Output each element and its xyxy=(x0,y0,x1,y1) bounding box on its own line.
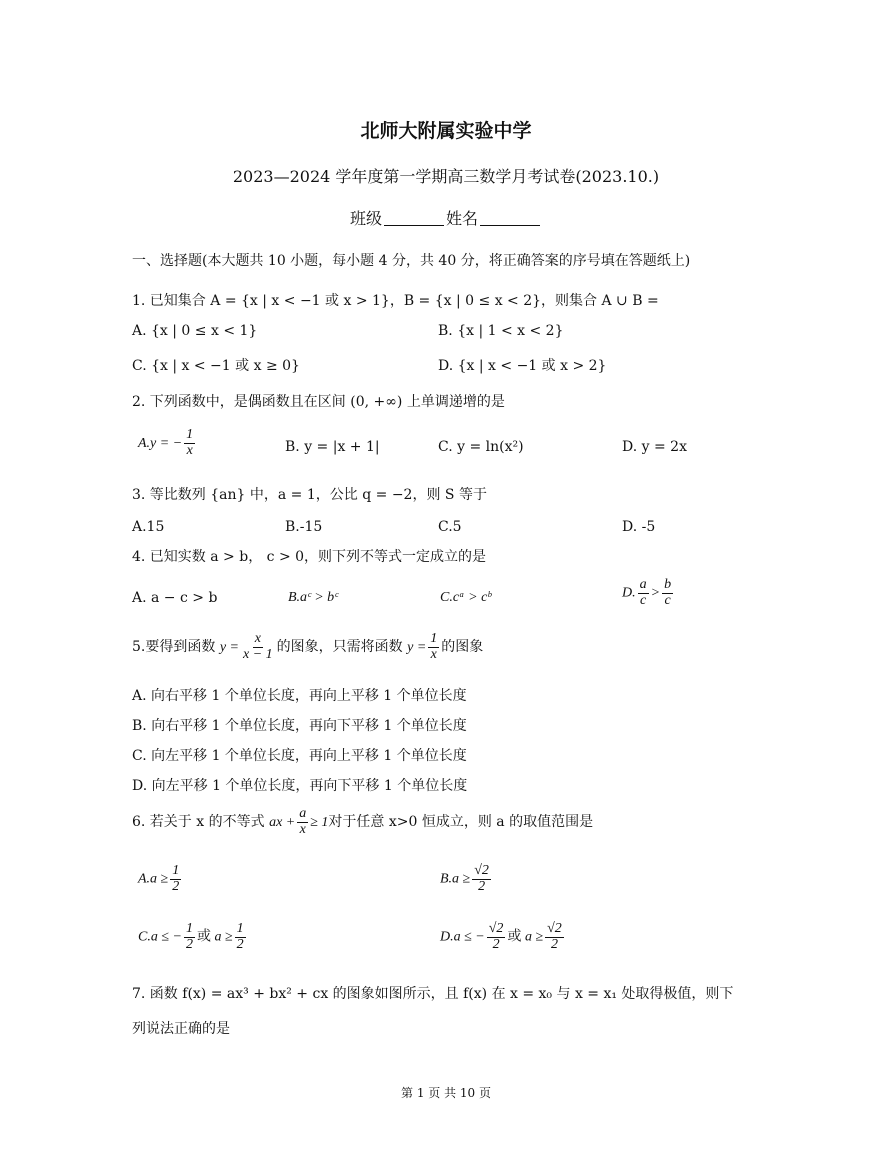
question-4-option-c: C.cᵃ > cᵇ xyxy=(440,590,492,605)
question-4-option-d: D. $\frac{a}{c}$ > $\frac{b}{c}$ xyxy=(622,577,672,608)
name-blank xyxy=(480,211,540,226)
question-2-stem: 2. 下列函数中，是偶函数且在区间 (0, +∞) 上单调递增的是 xyxy=(132,394,505,410)
question-3-option-d: D. -5 xyxy=(622,519,656,535)
question-1-option-d: D. {x | x < −1 或 x > 2} xyxy=(438,358,607,374)
question-5-option-b: B. 向右平移 1 个单位长度，再向下平移 1 个单位长度 xyxy=(132,718,467,734)
question-4-stem: 4. 已知实数 a > b， c > 0，则下列不等式一定成立的是 xyxy=(132,549,487,565)
question-2-option-c: C. y = ln(x²) xyxy=(438,439,524,455)
question-5-option-d: D. 向左平移 1 个单位长度，再向下平移 1 个单位长度 xyxy=(132,778,468,794)
question-1-option-b: B. {x | 1 < x < 2} xyxy=(438,323,564,339)
name-field-row xyxy=(0,206,892,229)
page-footer: 第 1 页 共 10 页 xyxy=(401,1086,491,1100)
question-6-option-c: C.a ≤ − $\frac{1}{2}$ 或 a ≥ $\frac{1}{2}$ xyxy=(138,921,244,952)
question-2-option-a: A.y = − $\frac{1}{x}$ xyxy=(138,427,194,458)
question-3-option-a: A.15 xyxy=(132,519,165,535)
question-6-stem: 6. 若关于 x 的不等式 ax + $\frac{a}{x}$ ≥ 1对于任意 x>0 恒成立，则 a 的取值范围是 xyxy=(132,806,594,837)
question-2-option-b: B. y = |x + 1| xyxy=(285,439,380,455)
question-5-option-c: C. 向左平移 1 个单位长度，再向上平移 1 个单位长度 xyxy=(132,748,467,764)
question-5-option-a: A. 向右平移 1 个单位长度，再向上平移 1 个单位长度 xyxy=(132,688,467,704)
class-blank xyxy=(384,211,444,226)
question-3-option-c: C.5 xyxy=(438,519,462,535)
question-4-option-a: A. a − c > b xyxy=(132,590,218,606)
question-5-stem: 5.要得到函数 y = $\frac{x}{x - 1}$ 的图象，只需将函数 y = $\frac{1}{x}$ 的图象 xyxy=(132,631,484,662)
name-label: 姓名 xyxy=(446,209,479,228)
question-7-stem-line1: 7. 函数 f(x) = ax³ + bx² + cx 的图象如图所示，且 f(x) 在 x = x₀ 与 x = x₁ 处取得极值，则下 xyxy=(132,986,734,1002)
section-heading: 一、选择题(本大题共 10 小题，每小题 4 分，共 40 分，将正确答案的序号填在答题纸上) xyxy=(132,253,691,269)
question-6-option-d: D.a ≤ − $\frac{√2}{2}$ 或 a ≥ $\frac{√2}{2}$ xyxy=(440,921,562,952)
question-6-option-a: A.a ≥ $\frac{1}{2}$ xyxy=(138,863,180,894)
question-7-stem-line2: 列说法正确的是 xyxy=(132,1021,230,1037)
question-6-option-b: B.a ≥ $\frac{√2}{2}$ xyxy=(440,863,489,894)
question-3-option-b: B.-15 xyxy=(285,519,323,535)
class-label: 班级 xyxy=(349,209,382,228)
question-1-option-c: C. {x | x < −1 或 x ≥ 0} xyxy=(132,358,300,374)
exam-title: 2023—2024 学年度第一学期高三数学月考试卷(2023.10.) xyxy=(232,167,660,186)
school-title: 北师大附属实验中学 xyxy=(360,120,532,142)
question-3-stem: 3. 等比数列 {an} 中，a = 1，公比 q = −2，则 S 等于 xyxy=(132,487,487,503)
question-1-stem: 1. 已知集合 A = {x | x < −1 或 x > 1}，B = {x | 0 ≤ x < 2}，则集合 A ∪ B = xyxy=(132,293,659,309)
question-4-option-b: B.aᶜ > bᶜ xyxy=(288,590,338,605)
question-2-option-d: D. y = 2x xyxy=(622,439,687,455)
question-1-option-a: A. {x | 0 ≤ x < 1} xyxy=(132,323,258,339)
